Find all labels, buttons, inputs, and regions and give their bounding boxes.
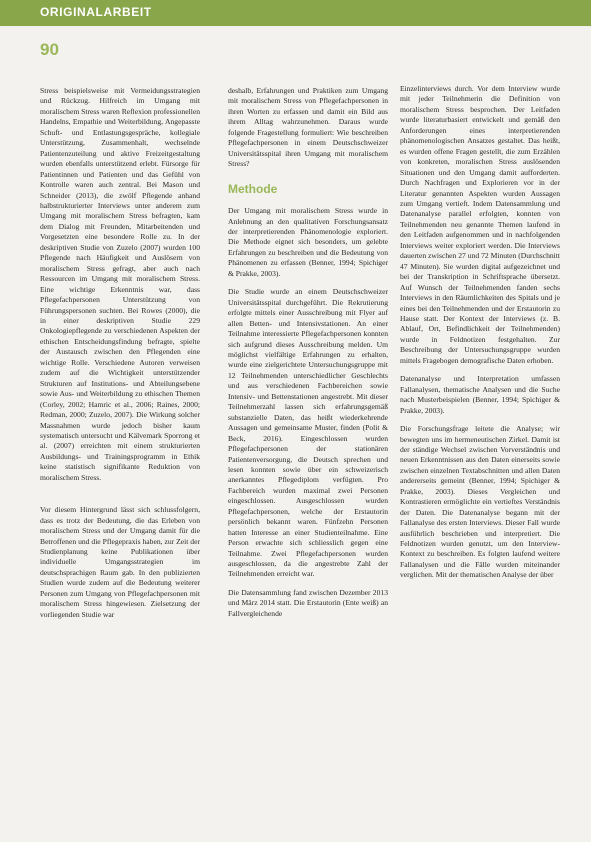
paragraph: Der Umgang mit moralischem Stress wurde in Anlehnung an den qualitativen Forschungsansatz der interpretierenden Phänomenologie exploriert. Die Methode eignet sich besonders, um gelebte Erfahrungen zu beschreiben und die Bedeutung von Phänomenen zu erfassen (Benner, 1994; Spichiger & Prakke, 2003). [228, 206, 388, 278]
paragraph: Einzelinterviews durch. Vor dem Interview wurde mit jeder Teilnehmerin die Definition von moralischem Stress besprochen. Der Leitfaden wurde literaturbasiert entwickelt und gemäß den Anforderungen eines interpretierenden phänomenologischen Ansatzes gestaltet. Das heißt, es wurden offene Fragen gestellt, die zum Erzählen von konkreten, moralischen Stress auslösenden Situationen und den Umgang damit aufforderten. Durch Nachfragen und Explorieren vor in der Literatur genannten Aspekten wurden Aussagen zum Umgang vertieft. Indem Datensammlung und Datenanalyse parallel erfolgten, konnten von Teilnehmenden neu genannte Themen laufend in den Leitfaden aufgenommen und in nachfolgenden Interviews weiter exploriert werden. Die Interviews dauerten zwischen 27 und 72 Minuten (Durchschnitt 47 Minuten). Sie wurden digital aufgezeichnet und bei der Transkription in Schriftsprache übersetzt. Auf Wunsch der Teilnehmenden fanden sechs Interviews in den Räumlichkeiten des Spitals und je eines bei den Teilnehmenden und der Erstautorin zu Hause statt. Der Kontext der Interviews (z. B. Ablauf, Ort, Befindlichkeit der Teilnehmenden) wurde in Feldnotizen festgehalten. Zur Beschreibung der Untersuchungsgruppe wurden mittels Fragebogen demografische Daten erhoben. [400, 84, 560, 365]
paragraph: Die Datensammlung fand zwischen Dezember 2013 und März 2014 statt. Die Erstautorin (Ente weiß) an Fallvergleichende [228, 587, 388, 618]
text-column-right [400, 84, 560, 589]
paragraph: Datenanalyse und Interpretation umfassen Fallanalysen, thematische Analysen und die Suche nach Musterbeispielen (Benner, 1994; Spichiger & Prakke, 2003). [400, 374, 560, 415]
text-column-left [40, 86, 200, 628]
paragraph: Vor diesem Hintergrund lässt sich schlussfolgern, dass es trotz der Bedeutung, die das Erleben von moralischem Stress und der Umgang damit für die Betroffenen und die Pflegepraxis haben, zur Zeit der Studienplanung keine Publikationen über individuelle Umgangsstrategien im deutschsprachigen Raum gab. In den publizierten Studien wurde zudem auf die Bedeutung weiterer Personen zum Umgang von Pflegefachpersonen mit moralischem Stress hingewiesen. Zielsetzung der vorliegenden Studie war [40, 505, 200, 619]
text-column-middle [228, 86, 388, 627]
paragraph: Stress beispielsweise mit Vermeidungsstrategien und Rückzug. Hilfreich im Umgang mit moralischem Stress waren Reflexion professionellen Handelns, Empathie und Weiterbildung, Angepasste Schuft- und Entlastungsgespräche, kollegiale Unterstützung, Zusammenhalt, wechselnde Patientenzuteilung und aktive Freizeitgestaltung wurden ebenfalls unterstützend erlebt. Fürsorge für Patientinnen und Patienten und das Gefühl von Kontrolle waren auch zentral. Bei Mason und Schneider (2013), die zwölf Pflegende anhand halbstrukturierter Interviews unter anderem zum Umgang mit moralischem Stress befragten, kam dem Dialog mit Freunden, Mitarbeitenden und Vorgesetzten eine besondere Rolle zu. In der deskriptiven Studie von Zuzelo (2007) wurden 100 Pflegende nach Häufigkeit und Auslösern von moralischem Stress gefragt, aber auch nach Ressourcen im Umgang mit moralischem Stress. Eine wichtige Erkenntnis war, dass Pflegefachpersonen Unterstützung von Führungspersonen suchten. Bei Rowes (2000), die in einer deskriptiven Studie 229 Onkologiepflegende zu verschiedenen Aspekten der ethischen Entscheidungsfindung befragte, spielte der Austausch zwischen den Pflegenden eine wichtige Rolle. Verschiedene Autoren verweisen zudem auf die Wichtigkeit unterstützender Strukturen auf Institutions- und Abteilungsebene sowie Aus- und Weiterbildung zu ethischen Themen (Corley, 2002; Hamric et al., 2006; Raines, 2000; Redman, 2000; Zuzelo, 2007). Die Wirkung solcher Massnahmen wurde jedoch bisher kaum systematisch untersucht und Kälvemark Sporrong et al. (2007) erreichten mit einem strukturierten Ausbildungs- und Trainingsprogramm in Ethik keine statistisch signifikante Reduktion von moralischem Stress. [40, 86, 200, 482]
paragraph: Die Studie wurde an einem Deutschschweizer Universitätsspital durchgeführt. Die Rekrutierung erfolgte mittels einer Ausschreibung mit Flyer auf allen Betten- und Intensivstationen. An einer Teilnahme interessierte Pflegefachpersonen konnten sich aufgrund dieses Ausschreibung melden. Um möglichst vielfältige Erfahrungen zu erhalten, wurde eine zielgerichtete Untersuchungsgruppe mit 12 Teilnehmenden unterschiedlicher Geschlechts und aus verschiedenen Fachbereichen sowie Intensiv- und Bettenstationen angestrebt. Mit dieser Teilnehmerzahl lassen sich erfahrungsgemäß substanzielle Daten, das heißt wiederkehrende Aussagen und gemeinsame Muster, finden (Polit & Beck, 2016). Eingeschlossen wurden Pflegefachpersonen der stationären Patientenversorgung, die Deutsch sprechen und lesen konnten sowie über ein schweizerisch anerkanntes Pflegediplom verfügten. Pro Fachbereich wurden maximal zwei Personen eingeschlossen. Ausgeschlossen wurden Pflegefachpersonen, welche der Erstautorin persönlich bekannt waren. Fünfzehn Personen hatten Interesse an einer Studienteilnahme. Eine Person erwachte sich schliesslich gegen eine Teilnahme. Zwei Pflegefachpersonen wurden ausgeschlossen, da die angestrebte Zahl der Teilnehmenden erreicht war. [228, 287, 388, 579]
paragraph: Die Forschungsfrage leitete die Analyse; wir bewegten uns im hermeneutischen Zirkel. Damit ist der ständige Wechsel zwischen Vorverständnis und neuen Erkenntnissen aus den Daten einerseits sowie zwischen einzelnen Textabschnitten und allen Daten andererseits gemeint (Benner, 1994; Spichiger & Prakke, 2003). Dieses Vergleichen und Kontrastieren ermöglichte ein vertieftes Verständnis der Daten. Die Datenanalyse begann mit der Fallanalyse des ersten Interviews. Dieser Fall wurde ausführlich beschrieben und interpretiert. Die Feldnotizen wurden genutzt, um den Interview-Kontext zu beschreiben. Es folgten laufend weitere Fallanalysen und die Fälle wurden miteinander verglichen. Mit der thematischen Analyse der über [400, 424, 560, 580]
page-number: 90 [40, 40, 59, 59]
header-bar [0, 0, 591, 26]
section-heading: Methode [228, 181, 278, 196]
paragraph: deshalb, Erfahrungen und Praktiken zum Umgang mit moralischem Stress von Pflegefachpersonen in ihren Worten zu erfassen und damit ein Bild aus ihrem Alltag wahrzunehmen. Daraus wurde folgende Fragestellung formuliert: Wie beschreiben Pflegefachpersonen in einem Deutschschweizer Universitätsspital ihren Umgang mit moralischem Stress? [228, 86, 388, 169]
section-label: ORIGINALARBEIT [40, 5, 152, 19]
